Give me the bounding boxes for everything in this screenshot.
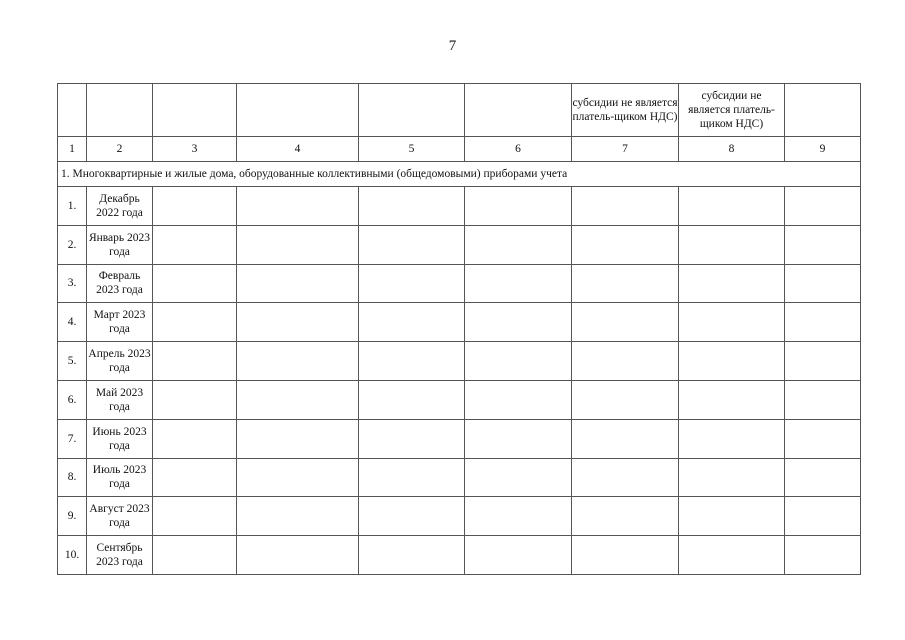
row-number: 1.: [58, 187, 87, 226]
row-number: 8.: [58, 458, 87, 497]
empty-cell: [237, 342, 359, 381]
header-cell: [465, 84, 572, 137]
empty-cell: [785, 419, 861, 458]
empty-cell: [465, 497, 572, 536]
table-row: [58, 342, 861, 381]
empty-cell: [572, 419, 679, 458]
empty-cell: [785, 536, 861, 575]
row-number: 4.: [58, 303, 87, 342]
empty-cell: [679, 264, 785, 303]
empty-cell: [785, 264, 861, 303]
empty-cell: [153, 380, 237, 419]
row-period: Март 2023 года: [87, 303, 153, 342]
row-number: 7.: [58, 419, 87, 458]
empty-cell: [679, 187, 785, 226]
empty-cell: [359, 419, 465, 458]
empty-cell: [465, 536, 572, 575]
row-period: Август 2023 года: [87, 497, 153, 536]
empty-cell: [359, 187, 465, 226]
table-row: [58, 225, 861, 264]
column-number: 2: [87, 137, 153, 162]
empty-cell: [785, 225, 861, 264]
empty-cell: [237, 225, 359, 264]
empty-cell: [572, 303, 679, 342]
empty-cell: [465, 187, 572, 226]
empty-cell: [572, 536, 679, 575]
row-period: Июль 2023 года: [87, 458, 153, 497]
empty-cell: [785, 187, 861, 226]
empty-cell: [237, 458, 359, 497]
empty-cell: [153, 458, 237, 497]
column-number: 5: [359, 137, 465, 162]
empty-cell: [785, 303, 861, 342]
table-row: [58, 458, 861, 497]
empty-cell: [465, 225, 572, 264]
empty-cell: [359, 342, 465, 381]
empty-cell: [785, 342, 861, 381]
row-period: Июнь 2023 года: [87, 419, 153, 458]
empty-cell: [237, 497, 359, 536]
column-number: 3: [153, 137, 237, 162]
empty-cell: [359, 225, 465, 264]
table-row: [58, 187, 861, 226]
empty-cell: [679, 225, 785, 264]
column-number: 7: [572, 137, 679, 162]
row-period: Сентябрь 2023 года: [87, 536, 153, 575]
header-cell-col7: субсидии не является платель-щиком НДС): [572, 84, 679, 137]
empty-cell: [785, 497, 861, 536]
empty-cell: [572, 187, 679, 226]
row-number: 5.: [58, 342, 87, 381]
empty-cell: [359, 458, 465, 497]
empty-cell: [237, 419, 359, 458]
column-number: 9: [785, 137, 861, 162]
table-row: [58, 497, 861, 536]
empty-cell: [572, 342, 679, 381]
empty-cell: [359, 380, 465, 419]
empty-cell: [465, 419, 572, 458]
empty-cell: [465, 264, 572, 303]
empty-cell: [679, 342, 785, 381]
header-cell: [153, 84, 237, 137]
empty-cell: [465, 303, 572, 342]
table-row: [58, 536, 861, 575]
row-number: 2.: [58, 225, 87, 264]
header-cell-col8: субсидии не является платель-щиком НДС): [679, 84, 785, 137]
table-header-row: [58, 84, 861, 137]
section-title: 1. Многоквартирные и жилые дома, оборудованные коллективными (общедомовыми) приборами учета: [58, 162, 861, 187]
empty-cell: [153, 264, 237, 303]
column-number: 8: [679, 137, 785, 162]
row-number: 9.: [58, 497, 87, 536]
row-period: Февраль 2023 года: [87, 264, 153, 303]
empty-cell: [572, 225, 679, 264]
empty-cell: [153, 497, 237, 536]
table-row: [58, 380, 861, 419]
header-cell: [785, 84, 861, 137]
empty-cell: [679, 419, 785, 458]
page-number: 7: [448, 38, 457, 54]
column-number-row: [58, 137, 861, 162]
empty-cell: [359, 497, 465, 536]
empty-cell: [465, 380, 572, 419]
empty-cell: [572, 497, 679, 536]
row-number: 3.: [58, 264, 87, 303]
empty-cell: [785, 380, 861, 419]
table-row: [58, 264, 861, 303]
empty-cell: [359, 536, 465, 575]
empty-cell: [679, 536, 785, 575]
empty-cell: [679, 497, 785, 536]
empty-cell: [465, 458, 572, 497]
empty-cell: [237, 380, 359, 419]
table-row: [58, 303, 861, 342]
header-cell: [87, 84, 153, 137]
header-cell: [58, 84, 87, 137]
empty-cell: [153, 187, 237, 226]
empty-cell: [785, 458, 861, 497]
empty-cell: [359, 264, 465, 303]
row-number: 6.: [58, 380, 87, 419]
empty-cell: [153, 419, 237, 458]
empty-cell: [572, 380, 679, 419]
empty-cell: [679, 458, 785, 497]
row-number: 10.: [58, 536, 87, 575]
data-table: [57, 83, 861, 575]
empty-cell: [359, 303, 465, 342]
empty-cell: [679, 380, 785, 419]
empty-cell: [153, 536, 237, 575]
empty-cell: [237, 264, 359, 303]
header-cell: [359, 84, 465, 137]
empty-cell: [237, 187, 359, 226]
row-period: Декабрь 2022 года: [87, 187, 153, 226]
row-period: Апрель 2023 года: [87, 342, 153, 381]
empty-cell: [153, 303, 237, 342]
empty-cell: [153, 342, 237, 381]
empty-cell: [465, 342, 572, 381]
empty-cell: [679, 303, 785, 342]
column-number: 4: [237, 137, 359, 162]
row-period: Май 2023 года: [87, 380, 153, 419]
empty-cell: [572, 264, 679, 303]
table-row: [58, 419, 861, 458]
row-period: Январь 2023 года: [87, 225, 153, 264]
section-row: [58, 162, 861, 187]
header-cell: [237, 84, 359, 137]
column-number: 1: [58, 137, 87, 162]
empty-cell: [237, 303, 359, 342]
empty-cell: [237, 536, 359, 575]
empty-cell: [572, 458, 679, 497]
empty-cell: [153, 225, 237, 264]
column-number: 6: [465, 137, 572, 162]
